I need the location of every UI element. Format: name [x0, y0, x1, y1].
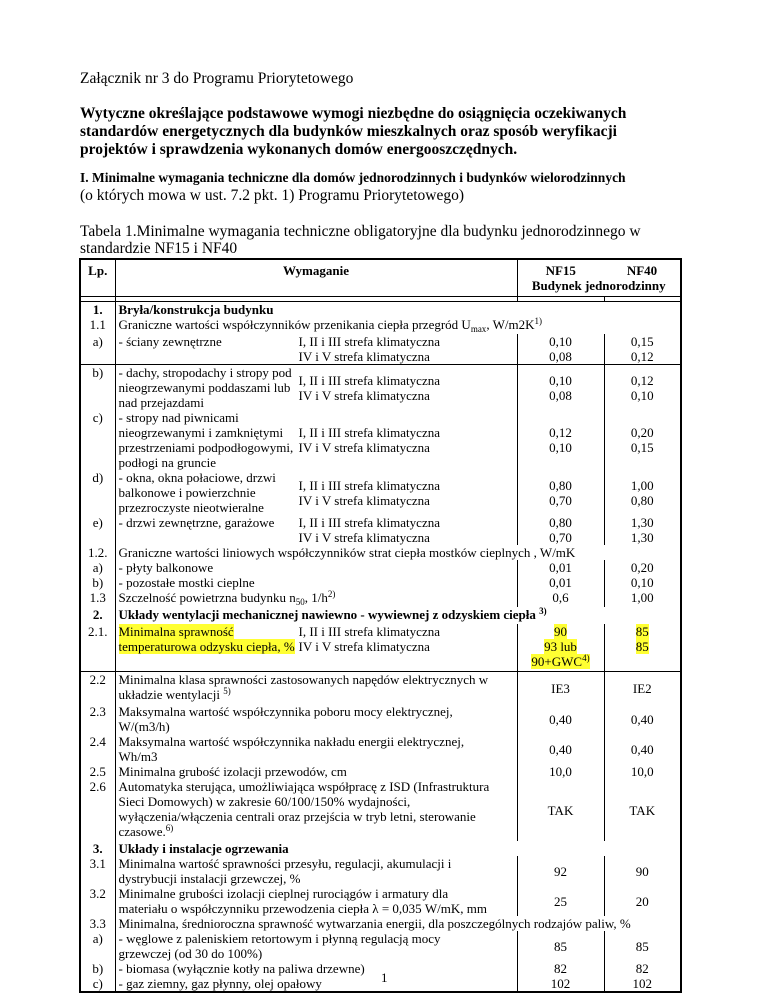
row-lp: 3. — [80, 841, 115, 856]
row-text: - stropy nad piwnicami nieogrzewanymi i zamkniętymi przestrzeniami podpodłogowymi, podłogi na gruncie I, II i III strefa klimatyczna IV i V strefa klimatyczna — [115, 410, 517, 470]
row-lp: 2.6 — [80, 779, 115, 841]
row-lp: 2.3 — [80, 704, 115, 734]
nf40-value: TAK — [604, 779, 681, 841]
row-lp: b) — [80, 575, 115, 590]
nf40-value: 102 — [604, 976, 681, 992]
row-lp: 3.1 — [80, 856, 115, 886]
nf15-value: 0,80 0,70 — [517, 470, 604, 515]
nf15-value: 90 93 lub $90+GWC^{4)}$ — [517, 624, 604, 672]
row-lp: 2.2 — [80, 672, 115, 705]
nf40-value: 0,15 0,12 — [604, 334, 681, 365]
row-text: - ściany zewnętrzne I, II i III strefa klimatyczna IV i V strefa klimatyczna — [115, 334, 517, 365]
nf40-value: 0,12 0,10 — [604, 365, 681, 411]
row-text: Bryła/konstrukcja budynku — [115, 302, 681, 318]
table-caption-line-2: standardzie NF15 i NF40 — [80, 240, 238, 257]
nf40-value: 0,10 — [604, 575, 681, 590]
heading-line-3: projektów i sprawdzenia wykonanych domów energooszczędnych. — [80, 141, 518, 158]
table-row — [80, 607, 681, 624]
nf15-value: 10,0 — [517, 764, 604, 779]
row-text: - okna, okna połaciowe, drzwi balkonowe i powierzchnie przezroczyste nieotwieralne I, II i III strefa klimatyczna IV i V strefa klimatyczna — [115, 470, 517, 515]
table-row — [80, 856, 681, 886]
row-lp: 2.1. — [80, 624, 115, 672]
nf40-value: 10,0 — [604, 764, 681, 779]
table-row — [80, 841, 681, 856]
nf15-value: 25 — [517, 886, 604, 916]
table-caption-line-1: Tabela 1.Minimalne wymagania techniczne obligatoryjne dla budynku jednorodzinnego w — [80, 223, 641, 240]
nf15-value: 0,6 — [517, 590, 604, 607]
col-nf15-header: NF15 — [517, 259, 604, 278]
table-row — [80, 590, 681, 607]
requirements-table — [79, 258, 682, 993]
row-lp: 3.2 — [80, 886, 115, 916]
nf40-value: 0,40 — [604, 734, 681, 764]
nf40-value: 85 — [604, 931, 681, 961]
nf40-value: 0,40 — [604, 704, 681, 734]
row-lp: 3.3 — [80, 916, 115, 931]
row-lp: a) — [80, 560, 115, 575]
section-title: I. Minimalne wymagania techniczne dla domów jednorodzinnych i budynków wielorodzinnych — [80, 170, 626, 185]
row-text: - biomasa (wyłącznie kotły na paliwa drzewne) — [115, 961, 517, 976]
table-row — [80, 624, 681, 672]
table-row — [80, 515, 681, 545]
page-number: 1 — [381, 970, 388, 985]
nf40-value: 0,20 0,15 — [604, 410, 681, 470]
row-text: Układy i instalacje ogrzewania — [115, 841, 681, 856]
nf40-value: 1,30 1,30 — [604, 515, 681, 545]
nf15-value: 0,40 — [517, 704, 604, 734]
annex-label: Załącznik nr 3 do Programu Priorytetowego — [80, 70, 354, 87]
row-text: Układy wentylacji mechanicznej nawiewno - wywiewnej z odzyskiem ciepła $^{3)}$ — [115, 607, 681, 624]
table-row — [80, 779, 681, 841]
heading-line-2: standardów energetycznych dla budynków mieszkalnych oraz sposób weryfikacji — [80, 123, 617, 140]
table-row — [80, 317, 681, 334]
row-text: Minimalne grubości izolacji cieplnej rurociągów i armatury dla materiału o współczynniku przewodzenia ciepła λ = 0,035 W/mK, mm — [115, 886, 517, 916]
row-lp: c) — [80, 976, 115, 992]
row-lp: 1.3 — [80, 590, 115, 607]
table-row — [80, 560, 681, 575]
nf15-value: IE3 — [517, 672, 604, 705]
row-text: - pozostałe mostki cieplne — [115, 575, 517, 590]
row-text: Minimalna sprawność temperaturowa odzysku ciepła, % I, II i III strefa klimatyczna IV i V strefa klimatyczna — [115, 624, 517, 672]
nf15-value: TAK — [517, 779, 604, 841]
table-row — [80, 410, 681, 470]
table-row — [80, 916, 681, 931]
col-req-header: Wymaganie — [115, 259, 517, 297]
row-lp: 2.4 — [80, 734, 115, 764]
row-text: Minimalna klasa sprawności zastosowanych napędów elektrycznych w układzie wentylacji $^{5)}$ — [115, 672, 517, 705]
nf15-value: 0,10 0,08 — [517, 365, 604, 411]
table-row — [80, 764, 681, 779]
nf40-value: 1,00 0,80 — [604, 470, 681, 515]
row-text: Graniczne wartości współczynników przenikania ciepła przegród $U_{max}$, $W/m2K^{1)}$ — [115, 317, 681, 334]
nf40-value: 85 85 — [604, 624, 681, 672]
nf15-value: 0,01 — [517, 575, 604, 590]
table-row — [80, 734, 681, 764]
table-header-row — [80, 259, 681, 278]
row-lp: a) — [80, 931, 115, 961]
row-text: Minimalna, średnioroczna sprawność wytwarzania energii, dla poszczególnych rodzajów paliw, % — [115, 916, 681, 931]
nf15-value: 92 — [517, 856, 604, 886]
row-text: - dachy, stropodachy i stropy pod nieogrzewanymi poddaszami lub nad przejazdami I, II i III strefa klimatyczna IV i V strefa klimatyczna — [115, 365, 517, 411]
nf40-value: 20 — [604, 886, 681, 916]
row-lp: 2.5 — [80, 764, 115, 779]
row-text: - drzwi zewnętrzne, garażowe I, II i III strefa klimatyczna IV i V strefa klimatyczna — [115, 515, 517, 545]
row-lp: c) — [80, 410, 115, 470]
nf40-value: 0,20 — [604, 560, 681, 575]
nf15-value: 0,80 0,70 — [517, 515, 604, 545]
row-lp: 2. — [80, 607, 115, 624]
row-lp: d) — [80, 470, 115, 515]
nf15-value: 85 — [517, 931, 604, 961]
row-text: - gaz ziemny, gaz płynny, olej opałowy — [115, 976, 517, 992]
row-text: Maksymalna wartość współczynnika poboru mocy elektrycznej, W/(m3/h) — [115, 704, 517, 734]
row-lp: e) — [80, 515, 115, 545]
nf15-value: 102 — [517, 976, 604, 992]
row-text: - płyty balkonowe — [115, 560, 517, 575]
row-text: Maksymalna wartość współczynnika nakładu energii elektrycznej, Wh/m3 — [115, 734, 517, 764]
table-row — [80, 365, 681, 411]
nf40-value: 82 — [604, 961, 681, 976]
nf40-value: 90 — [604, 856, 681, 886]
row-lp: b) — [80, 961, 115, 976]
row-lp: b) — [80, 365, 115, 411]
table-row — [80, 545, 681, 560]
table-row — [80, 672, 681, 705]
row-text: - węglowe z paleniskiem retortowym i płynną regulacją mocy grzewczej (od 30 do 100%) — [115, 931, 517, 961]
row-lp: 1.2. — [80, 545, 115, 560]
section-subtitle: (o których mowa w ust. 7.2 pkt. 1) Programu Priorytetowego) — [80, 187, 464, 204]
row-text: Automatyka sterująca, umożliwiająca współpracę z ISD (Infrastruktura Sieci Domowych) w zakresie 60/100/150% wydajności, wyłączenia/włączenia centrali oraz przejścia w tryb letni, sterowanie czasowe.$^{6)}$ — [115, 779, 517, 841]
col-lp-header: Lp. — [80, 259, 115, 297]
nf15-value: 82 — [517, 961, 604, 976]
row-text: Graniczne wartości liniowych współczynników strat ciepła mostków cieplnych , W/mK — [115, 545, 681, 560]
row-lp: a) — [80, 334, 115, 365]
row-lp: 1. — [80, 302, 115, 318]
col-group-header: Budynek jednorodzinny — [517, 278, 681, 297]
col-nf40-header: NF40 — [604, 259, 681, 278]
row-text: Minimalna grubość izolacji przewodów, cm — [115, 764, 517, 779]
row-text: Minimalna wartość sprawności przesyłu, regulacji, akumulacji i dystrybucji instalacji grzewczej, % — [115, 856, 517, 886]
nf40-value: IE2 — [604, 672, 681, 705]
table-row — [80, 886, 681, 916]
table-row — [80, 470, 681, 515]
table-row — [80, 575, 681, 590]
row-text: Szczelność powietrzna budynku $n_{50}$, $1/h^{2)}$ — [115, 590, 517, 607]
table-row — [80, 334, 681, 365]
table-row — [80, 704, 681, 734]
nf15-value: 0,12 0,10 — [517, 410, 604, 470]
table-row — [80, 931, 681, 961]
nf40-value: 1,00 — [604, 590, 681, 607]
nf15-value: 0,40 — [517, 734, 604, 764]
row-lp: 1.1 — [80, 317, 115, 334]
table-row — [80, 302, 681, 318]
nf15-value: 0,01 — [517, 560, 604, 575]
heading-line-1: Wytyczne określające podstawowe wymogi niezbędne do osiągnięcia oczekiwanych — [80, 105, 627, 122]
nf15-value: 0,10 0,08 — [517, 334, 604, 365]
